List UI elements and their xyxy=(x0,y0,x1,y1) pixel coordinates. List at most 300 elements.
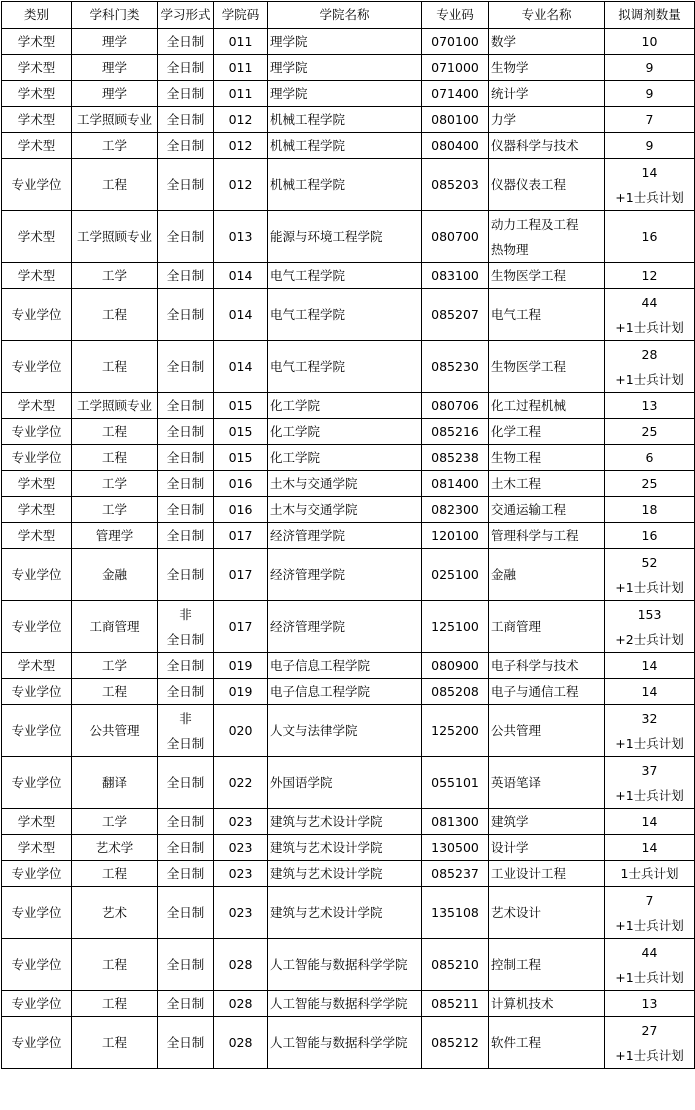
cell-category: 学术型 xyxy=(2,55,72,81)
cell-major-code: 125100 xyxy=(422,601,489,653)
cell-study-form-line: 全日制 xyxy=(166,866,205,881)
cell-college-name: 电子信息工程学院 xyxy=(268,679,422,705)
cell-study-form-line: 全日制 xyxy=(166,398,205,413)
cell-college-code: 014 xyxy=(214,263,268,289)
cell-major-code: 080900 xyxy=(422,653,489,679)
table-row xyxy=(2,1017,695,1069)
cell-study-form xyxy=(158,211,214,263)
cell-college-code: 014 xyxy=(214,289,268,341)
cell-quota-line: 44 xyxy=(641,944,658,960)
cell-study-form xyxy=(158,419,214,445)
cell-study-form xyxy=(158,55,214,81)
cell-quota-line: 9 xyxy=(645,138,654,153)
cell-study-form-line: 非 xyxy=(179,606,192,622)
cell-study-form-line: 全日制 xyxy=(166,86,205,101)
cell-quota-line: 28 xyxy=(641,346,658,362)
cell-major-name xyxy=(489,835,605,861)
table-row xyxy=(2,55,695,81)
cell-category: 专业学位 xyxy=(2,341,72,393)
cell-quota-line: 14 xyxy=(641,840,658,855)
cell-major-name-line: 统计学 xyxy=(491,86,529,101)
cell-quota-line: 14 xyxy=(641,658,658,673)
cell-quota-line: 6 xyxy=(645,450,654,465)
cell-college-code: 028 xyxy=(214,1017,268,1069)
table-row xyxy=(2,133,695,159)
cell-quota xyxy=(605,55,695,81)
cell-major-name-line: 工商管理 xyxy=(491,619,542,634)
cell-discipline: 公共管理 xyxy=(72,705,158,757)
cell-quota-line: 153 xyxy=(637,606,662,622)
cell-study-form-line: 全日制 xyxy=(166,684,205,699)
cell-category: 专业学位 xyxy=(2,861,72,887)
table-body xyxy=(2,29,695,1069)
cell-study-form xyxy=(158,757,214,809)
cell-study-form-line: 全日制 xyxy=(166,957,205,972)
cell-category: 学术型 xyxy=(2,523,72,549)
cell-quota xyxy=(605,393,695,419)
cell-study-form-line: 全日制 xyxy=(166,229,205,244)
cell-major-name-line: 英语笔译 xyxy=(491,775,542,790)
cell-major-name xyxy=(489,549,605,601)
cell-discipline: 工学 xyxy=(72,471,158,497)
cell-discipline: 理学 xyxy=(72,81,158,107)
cell-college-code: 014 xyxy=(214,341,268,393)
table-row xyxy=(2,887,695,939)
cell-discipline: 工学 xyxy=(72,263,158,289)
cell-college-name: 建筑与艺术设计学院 xyxy=(268,887,422,939)
cell-major-code: 085210 xyxy=(422,939,489,991)
table-row xyxy=(2,107,695,133)
cell-discipline: 工学照顾专业 xyxy=(72,107,158,133)
cell-major-name-line: 管理科学与工程 xyxy=(491,528,579,543)
cell-category: 学术型 xyxy=(2,263,72,289)
cell-college-name: 人工智能与数据科学学院 xyxy=(268,1017,422,1069)
cell-quota xyxy=(605,445,695,471)
cell-study-form xyxy=(158,81,214,107)
cell-category: 专业学位 xyxy=(2,991,72,1017)
cell-college-code: 012 xyxy=(214,159,268,211)
cell-study-form-line: 全日制 xyxy=(166,138,205,153)
cell-major-code: 081400 xyxy=(422,471,489,497)
cell-quota xyxy=(605,523,695,549)
cell-discipline: 工学 xyxy=(72,497,158,523)
cell-college-code: 015 xyxy=(214,445,268,471)
cell-quota xyxy=(605,289,695,341)
cell-study-form xyxy=(158,289,214,341)
cell-major-code: 085238 xyxy=(422,445,489,471)
cell-major-name-line: 电气工程 xyxy=(491,307,542,322)
cell-category: 专业学位 xyxy=(2,419,72,445)
adjustment-quota-table xyxy=(1,1,695,1069)
cell-quota-line: 16 xyxy=(641,229,658,244)
cell-college-code: 023 xyxy=(214,861,268,887)
cell-category: 专业学位 xyxy=(2,939,72,991)
cell-discipline: 工程 xyxy=(72,159,158,211)
table-row xyxy=(2,289,695,341)
cell-major-code: 080700 xyxy=(422,211,489,263)
cell-quota-line: +1士兵计划 xyxy=(615,787,684,803)
cell-quota-line: 13 xyxy=(641,996,658,1011)
cell-college-name: 化工学院 xyxy=(268,445,422,471)
cell-major-name-line: 化学工程 xyxy=(491,424,542,439)
cell-quota xyxy=(605,81,695,107)
cell-study-form xyxy=(158,497,214,523)
cell-quota-line: +1士兵计划 xyxy=(615,969,684,985)
cell-discipline: 工程 xyxy=(72,341,158,393)
cell-major-code: 080706 xyxy=(422,393,489,419)
cell-major-name xyxy=(489,523,605,549)
table-row xyxy=(2,757,695,809)
cell-quota-line: +1士兵计划 xyxy=(615,371,684,387)
cell-study-form xyxy=(158,679,214,705)
cell-category: 学术型 xyxy=(2,133,72,159)
cell-study-form-line: 全日制 xyxy=(166,567,205,582)
cell-discipline: 管理学 xyxy=(72,523,158,549)
table-row xyxy=(2,419,695,445)
cell-college-name: 经济管理学院 xyxy=(268,549,422,601)
cell-discipline: 工程 xyxy=(72,419,158,445)
cell-major-name xyxy=(489,211,605,263)
cell-study-form xyxy=(158,601,214,653)
cell-study-form xyxy=(158,471,214,497)
cell-discipline: 工学照顾专业 xyxy=(72,393,158,419)
cell-study-form-line: 全日制 xyxy=(166,359,205,374)
cell-quota xyxy=(605,861,695,887)
cell-major-code: 085208 xyxy=(422,679,489,705)
cell-quota-line: +1士兵计划 xyxy=(615,1047,684,1063)
cell-category: 专业学位 xyxy=(2,549,72,601)
cell-study-form-line: 全日制 xyxy=(166,658,205,673)
cell-major-name xyxy=(489,497,605,523)
cell-quota xyxy=(605,705,695,757)
cell-college-name: 建筑与艺术设计学院 xyxy=(268,809,422,835)
cell-college-name: 建筑与艺术设计学院 xyxy=(268,861,422,887)
cell-study-form xyxy=(158,939,214,991)
cell-quota-line: 12 xyxy=(641,268,658,283)
table-row xyxy=(2,29,695,55)
cell-study-form xyxy=(158,835,214,861)
cell-study-form-line: 全日制 xyxy=(166,996,205,1011)
cell-major-name-line: 生物医学工程 xyxy=(491,359,567,374)
cell-college-code: 016 xyxy=(214,471,268,497)
cell-category: 专业学位 xyxy=(2,1017,72,1069)
cell-major-name xyxy=(489,81,605,107)
cell-category: 学术型 xyxy=(2,809,72,835)
cell-college-code: 017 xyxy=(214,549,268,601)
cell-college-name: 电子信息工程学院 xyxy=(268,653,422,679)
table-row xyxy=(2,445,695,471)
cell-college-name: 建筑与艺术设计学院 xyxy=(268,835,422,861)
cell-major-name xyxy=(489,133,605,159)
header-college-name: 学院名称 xyxy=(268,2,422,29)
cell-quota xyxy=(605,1017,695,1069)
cell-discipline: 翻译 xyxy=(72,757,158,809)
cell-major-name-line: 电子科学与技术 xyxy=(491,658,579,673)
cell-major-name xyxy=(489,757,605,809)
cell-major-name xyxy=(489,939,605,991)
cell-college-name: 经济管理学院 xyxy=(268,523,422,549)
table-row xyxy=(2,211,695,263)
cell-major-name-line: 生物工程 xyxy=(491,450,542,465)
cell-quota-line: 7 xyxy=(645,892,654,908)
cell-college-name: 化工学院 xyxy=(268,419,422,445)
cell-study-form xyxy=(158,861,214,887)
cell-study-form xyxy=(158,705,214,757)
cell-quota-line: +1士兵计划 xyxy=(615,735,684,751)
cell-category: 学术型 xyxy=(2,211,72,263)
cell-major-name-line: 生物医学工程 xyxy=(491,268,567,283)
cell-college-code: 015 xyxy=(214,419,268,445)
cell-college-name: 理学院 xyxy=(268,55,422,81)
cell-discipline: 工程 xyxy=(72,289,158,341)
cell-discipline: 工学 xyxy=(72,653,158,679)
cell-major-name xyxy=(489,471,605,497)
cell-quota-line: +1士兵计划 xyxy=(615,917,684,933)
cell-study-form xyxy=(158,653,214,679)
cell-quota xyxy=(605,341,695,393)
cell-study-form xyxy=(158,341,214,393)
cell-study-form-line: 全日制 xyxy=(166,905,205,920)
cell-major-name-line: 数学 xyxy=(491,34,517,49)
cell-quota xyxy=(605,419,695,445)
header-major-code: 专业码 xyxy=(422,2,489,29)
cell-major-name xyxy=(489,159,605,211)
cell-quota-line: 10 xyxy=(641,34,658,49)
cell-study-form-line: 全日制 xyxy=(166,476,205,491)
cell-college-name: 人文与法律学院 xyxy=(268,705,422,757)
cell-college-code: 019 xyxy=(214,653,268,679)
cell-quota-line: +1士兵计划 xyxy=(615,579,684,595)
header-major-name: 专业名称 xyxy=(489,2,605,29)
cell-study-form-line: 全日制 xyxy=(166,268,205,283)
cell-major-name xyxy=(489,705,605,757)
cell-category: 学术型 xyxy=(2,471,72,497)
cell-major-code: 120100 xyxy=(422,523,489,549)
table-row xyxy=(2,809,695,835)
cell-college-code: 017 xyxy=(214,523,268,549)
cell-major-name-line: 金融 xyxy=(491,567,517,582)
cell-major-name xyxy=(489,107,605,133)
cell-major-name xyxy=(489,29,605,55)
cell-study-form xyxy=(158,887,214,939)
table-row xyxy=(2,159,695,211)
table-row xyxy=(2,393,695,419)
cell-major-name-line: 建筑学 xyxy=(491,814,529,829)
cell-college-name: 经济管理学院 xyxy=(268,601,422,653)
cell-category: 学术型 xyxy=(2,835,72,861)
cell-major-code: 080400 xyxy=(422,133,489,159)
cell-major-name-line: 化工过程机械 xyxy=(491,398,567,413)
table-row xyxy=(2,861,695,887)
cell-college-name: 能源与环境工程学院 xyxy=(268,211,422,263)
cell-quota xyxy=(605,809,695,835)
cell-quota xyxy=(605,939,695,991)
cell-quota-line: 13 xyxy=(641,398,658,413)
cell-quota xyxy=(605,653,695,679)
cell-college-name: 土木与交通学院 xyxy=(268,471,422,497)
cell-major-name-line: 交通运输工程 xyxy=(491,502,567,517)
cell-discipline: 理学 xyxy=(72,55,158,81)
cell-college-name: 化工学院 xyxy=(268,393,422,419)
cell-major-name-line: 电子与通信工程 xyxy=(491,684,579,699)
table-row xyxy=(2,549,695,601)
cell-college-code: 019 xyxy=(214,679,268,705)
cell-discipline: 工学 xyxy=(72,809,158,835)
cell-college-name: 理学院 xyxy=(268,29,422,55)
cell-study-form-line: 全日制 xyxy=(166,34,205,49)
cell-quota-line: 25 xyxy=(641,424,658,439)
cell-college-code: 011 xyxy=(214,55,268,81)
cell-study-form-line: 全日制 xyxy=(166,450,205,465)
cell-quota xyxy=(605,211,695,263)
cell-study-form-line: 全日制 xyxy=(166,112,205,127)
cell-study-form xyxy=(158,1017,214,1069)
header-category: 类别 xyxy=(2,2,72,29)
cell-category: 专业学位 xyxy=(2,679,72,705)
table-row xyxy=(2,653,695,679)
cell-major-name xyxy=(489,419,605,445)
cell-college-name: 电气工程学院 xyxy=(268,289,422,341)
cell-college-code: 028 xyxy=(214,939,268,991)
cell-quota xyxy=(605,549,695,601)
cell-college-name: 电气工程学院 xyxy=(268,263,422,289)
cell-quota-line: 27 xyxy=(641,1022,658,1038)
cell-study-form xyxy=(158,133,214,159)
cell-major-code: 071400 xyxy=(422,81,489,107)
cell-category: 专业学位 xyxy=(2,601,72,653)
cell-discipline: 金融 xyxy=(72,549,158,601)
cell-study-form xyxy=(158,991,214,1017)
cell-major-name-line: 热物理 xyxy=(491,241,529,257)
cell-major-name xyxy=(489,601,605,653)
cell-major-name xyxy=(489,1017,605,1069)
cell-college-code: 016 xyxy=(214,497,268,523)
cell-category: 学术型 xyxy=(2,29,72,55)
cell-study-form xyxy=(158,159,214,211)
cell-college-name: 机械工程学院 xyxy=(268,133,422,159)
cell-major-name-line: 力学 xyxy=(491,112,517,127)
cell-quota-line: 52 xyxy=(641,554,658,570)
cell-quota xyxy=(605,133,695,159)
cell-college-name: 机械工程学院 xyxy=(268,107,422,133)
cell-quota xyxy=(605,601,695,653)
cell-major-code: 071000 xyxy=(422,55,489,81)
cell-category: 学术型 xyxy=(2,653,72,679)
cell-college-code: 015 xyxy=(214,393,268,419)
cell-major-name xyxy=(489,887,605,939)
table-row xyxy=(2,341,695,393)
cell-major-name-line: 动力工程及工程 xyxy=(491,216,579,232)
cell-study-form-line: 全日制 xyxy=(166,424,205,439)
cell-quota-line: 7 xyxy=(645,112,654,127)
cell-category: 专业学位 xyxy=(2,757,72,809)
cell-college-name: 外国语学院 xyxy=(268,757,422,809)
cell-major-code: 083100 xyxy=(422,263,489,289)
cell-study-form xyxy=(158,263,214,289)
cell-major-name xyxy=(489,55,605,81)
table-row xyxy=(2,601,695,653)
cell-college-code: 012 xyxy=(214,107,268,133)
cell-study-form-line: 全日制 xyxy=(166,528,205,543)
cell-study-form-line: 全日制 xyxy=(166,1035,205,1050)
cell-quota xyxy=(605,835,695,861)
cell-college-code: 023 xyxy=(214,835,268,861)
cell-major-name-line: 软件工程 xyxy=(491,1035,542,1050)
cell-major-name xyxy=(489,991,605,1017)
cell-quota xyxy=(605,29,695,55)
cell-major-code: 025100 xyxy=(422,549,489,601)
cell-category: 专业学位 xyxy=(2,887,72,939)
cell-study-form-line: 全日制 xyxy=(166,814,205,829)
cell-major-name-line: 计算机技术 xyxy=(491,996,554,1011)
cell-category: 学术型 xyxy=(2,393,72,419)
cell-quota-line: 32 xyxy=(641,710,658,726)
cell-discipline: 工程 xyxy=(72,861,158,887)
cell-college-code: 017 xyxy=(214,601,268,653)
table-header-row xyxy=(2,2,695,29)
cell-quota xyxy=(605,159,695,211)
cell-quota-line: 1士兵计划 xyxy=(620,866,679,881)
cell-college-code: 028 xyxy=(214,991,268,1017)
table-row xyxy=(2,523,695,549)
cell-college-code: 022 xyxy=(214,757,268,809)
cell-major-code: 085211 xyxy=(422,991,489,1017)
cell-study-form-line: 全日制 xyxy=(166,502,205,517)
cell-college-code: 023 xyxy=(214,809,268,835)
cell-discipline: 艺术学 xyxy=(72,835,158,861)
cell-major-name-line: 控制工程 xyxy=(491,957,542,972)
cell-quota-line: 37 xyxy=(641,762,658,778)
cell-discipline: 理学 xyxy=(72,29,158,55)
cell-category: 学术型 xyxy=(2,497,72,523)
cell-major-code: 080100 xyxy=(422,107,489,133)
cell-major-code: 085230 xyxy=(422,341,489,393)
cell-major-code: 135108 xyxy=(422,887,489,939)
cell-study-form xyxy=(158,523,214,549)
header-college-code: 学院码 xyxy=(214,2,268,29)
table-row xyxy=(2,705,695,757)
cell-study-form-line: 全日制 xyxy=(166,775,205,790)
cell-study-form-line: 非 xyxy=(179,710,192,726)
cell-study-form xyxy=(158,549,214,601)
cell-major-name-line: 工业设计工程 xyxy=(491,866,567,881)
cell-college-code: 013 xyxy=(214,211,268,263)
cell-discipline: 工程 xyxy=(72,991,158,1017)
cell-major-name-line: 公共管理 xyxy=(491,723,542,738)
cell-college-code: 011 xyxy=(214,29,268,55)
cell-quota-line: +2士兵计划 xyxy=(615,631,684,647)
cell-category: 学术型 xyxy=(2,107,72,133)
cell-quota xyxy=(605,107,695,133)
cell-quota-line: 14 xyxy=(641,164,658,180)
cell-quota xyxy=(605,263,695,289)
cell-study-form-line: 全日制 xyxy=(166,177,205,192)
cell-quota xyxy=(605,887,695,939)
cell-college-name: 土木与交通学院 xyxy=(268,497,422,523)
cell-discipline: 工程 xyxy=(72,445,158,471)
cell-major-code: 130500 xyxy=(422,835,489,861)
cell-discipline: 工程 xyxy=(72,1017,158,1069)
cell-major-name-line: 仪器科学与技术 xyxy=(491,138,579,153)
cell-college-code: 023 xyxy=(214,887,268,939)
cell-major-code: 055101 xyxy=(422,757,489,809)
cell-discipline: 工程 xyxy=(72,679,158,705)
cell-quota xyxy=(605,757,695,809)
cell-study-form-line: 全日制 xyxy=(166,60,205,75)
cell-study-form xyxy=(158,107,214,133)
table-row xyxy=(2,497,695,523)
cell-quota xyxy=(605,679,695,705)
